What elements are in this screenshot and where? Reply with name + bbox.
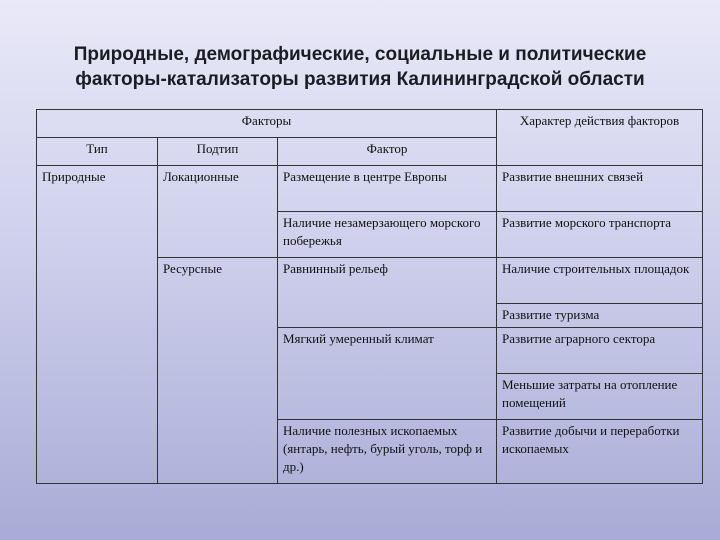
cell-subtype-location: Локационные xyxy=(158,166,278,212)
header-type: Тип xyxy=(37,138,158,166)
cell-type-empty-5 xyxy=(37,374,158,420)
cell-effect-3: Наличие строительных площадок xyxy=(497,258,703,304)
cell-factor-3: Равнинный рельеф xyxy=(278,258,497,304)
cell-type-empty-6 xyxy=(37,420,158,484)
cell-subtype-resource: Ресурсные xyxy=(158,258,278,304)
slide-title xyxy=(0,42,720,92)
cell-effect-2: Развитие морского транспорта xyxy=(497,212,703,258)
cell-factor-2: Наличие незамерзающего морского побережья xyxy=(278,212,497,258)
cell-subtype-empty-4 xyxy=(158,374,278,420)
cell-subtype-empty-1 xyxy=(158,212,278,258)
cell-factor-5: Мягкий умеренный климат xyxy=(278,328,497,374)
cell-type-empty-2 xyxy=(37,258,158,304)
cell-factor-7: Наличие полезных ископаемых (янтарь, нефть, бурый уголь, торф и др.) xyxy=(278,420,497,484)
header-factors: Факторы xyxy=(37,110,497,138)
cell-factor-empty-2 xyxy=(278,374,497,420)
cell-effect-7: Развитие добычи и переработки ископаемых xyxy=(497,420,703,484)
cell-type-natural: Природные xyxy=(37,166,158,212)
slide-title-line-2: факторы-катализаторы развития Калининградской области xyxy=(75,69,645,90)
cell-effect-4: Развитие туризма xyxy=(497,304,703,328)
cell-type-empty-1 xyxy=(37,212,158,258)
header-character: Характер действия факторов xyxy=(497,110,703,166)
cell-subtype-empty-3 xyxy=(158,328,278,374)
cell-type-empty-3 xyxy=(37,304,158,328)
header-subtype: Подтип xyxy=(158,138,278,166)
cell-effect-5: Развитие аграрного сектора xyxy=(497,328,703,374)
factors-table xyxy=(36,109,703,484)
cell-effect-1: Развитие внешних связей xyxy=(497,166,703,212)
cell-subtype-empty-2 xyxy=(158,304,278,328)
cell-type-empty-4 xyxy=(37,328,158,374)
slide-title-line-1: Природные, демографические, социальные и политические xyxy=(73,44,647,65)
cell-subtype-empty-5 xyxy=(158,420,278,484)
cell-factor-empty-1 xyxy=(278,304,497,328)
cell-factor-1: Размещение в центре Европы xyxy=(278,166,497,212)
header-factor: Фактор xyxy=(278,138,497,166)
cell-effect-6: Меньшие затраты на отопление помещений xyxy=(497,374,703,420)
